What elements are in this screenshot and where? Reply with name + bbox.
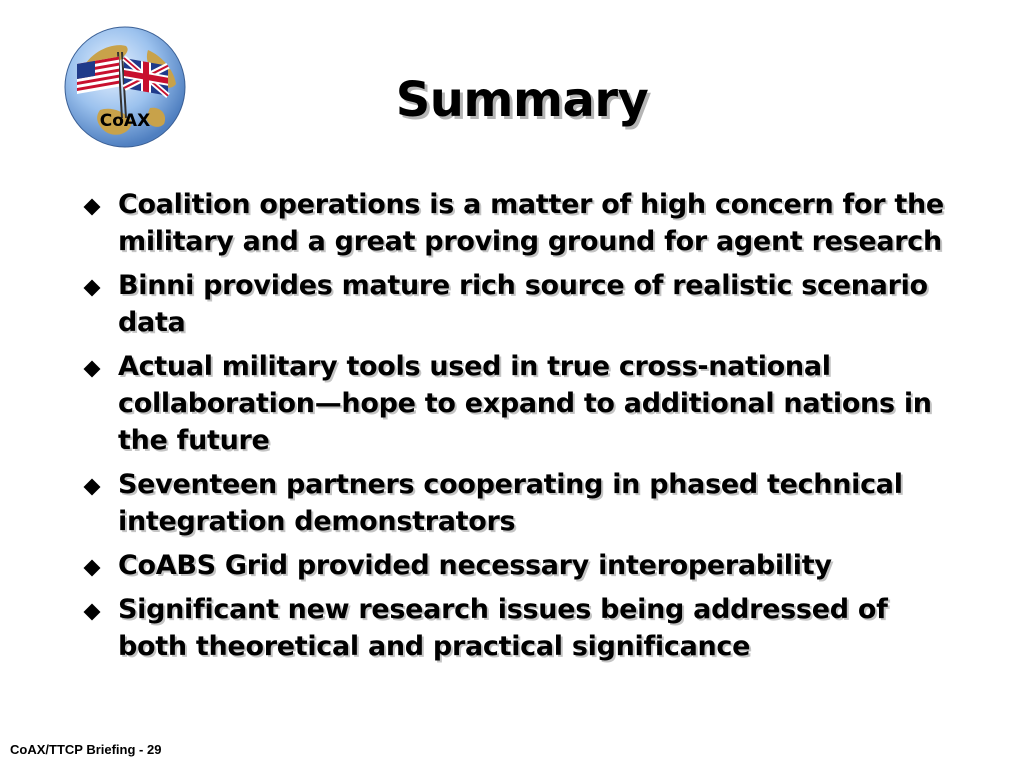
bullet-text: Seventeen partners cooperating in phased technical integration demonstrators bbox=[118, 469, 903, 537]
diamond-bullet-icon bbox=[84, 560, 101, 577]
diamond-bullet-icon bbox=[84, 604, 101, 621]
bullet-text: Actual military tools used in true cross-national collaboration—hope to expand to additional nations in the future bbox=[118, 351, 932, 456]
logo-text: CoAX bbox=[99, 111, 151, 131]
bullet-text: Binni provides mature rich source of realistic scenario data bbox=[118, 270, 928, 338]
diamond-bullet-icon bbox=[84, 361, 101, 378]
bullet-text: Significant new research issues being addressed of both theoretical and practical significance bbox=[118, 594, 888, 662]
diamond-bullet-icon bbox=[84, 479, 101, 496]
bullet-item bbox=[82, 267, 962, 341]
bullet-list bbox=[82, 186, 962, 672]
bullet-item bbox=[82, 466, 962, 540]
bullet-item bbox=[82, 186, 962, 260]
slide-title: Summary bbox=[395, 72, 649, 128]
bullet-item bbox=[82, 348, 962, 459]
footer-slide-label: CoAX/TTCP Briefing - 29 bbox=[10, 742, 162, 757]
bullet-item bbox=[82, 591, 962, 665]
bullet-item bbox=[82, 547, 962, 584]
bullet-text: CoABS Grid provided necessary interoperability bbox=[118, 550, 832, 581]
diamond-bullet-icon bbox=[84, 199, 101, 216]
bullet-text: Coalition operations is a matter of high concern for the military and a great proving ground for agent research bbox=[118, 189, 944, 257]
diamond-bullet-icon bbox=[84, 280, 101, 297]
